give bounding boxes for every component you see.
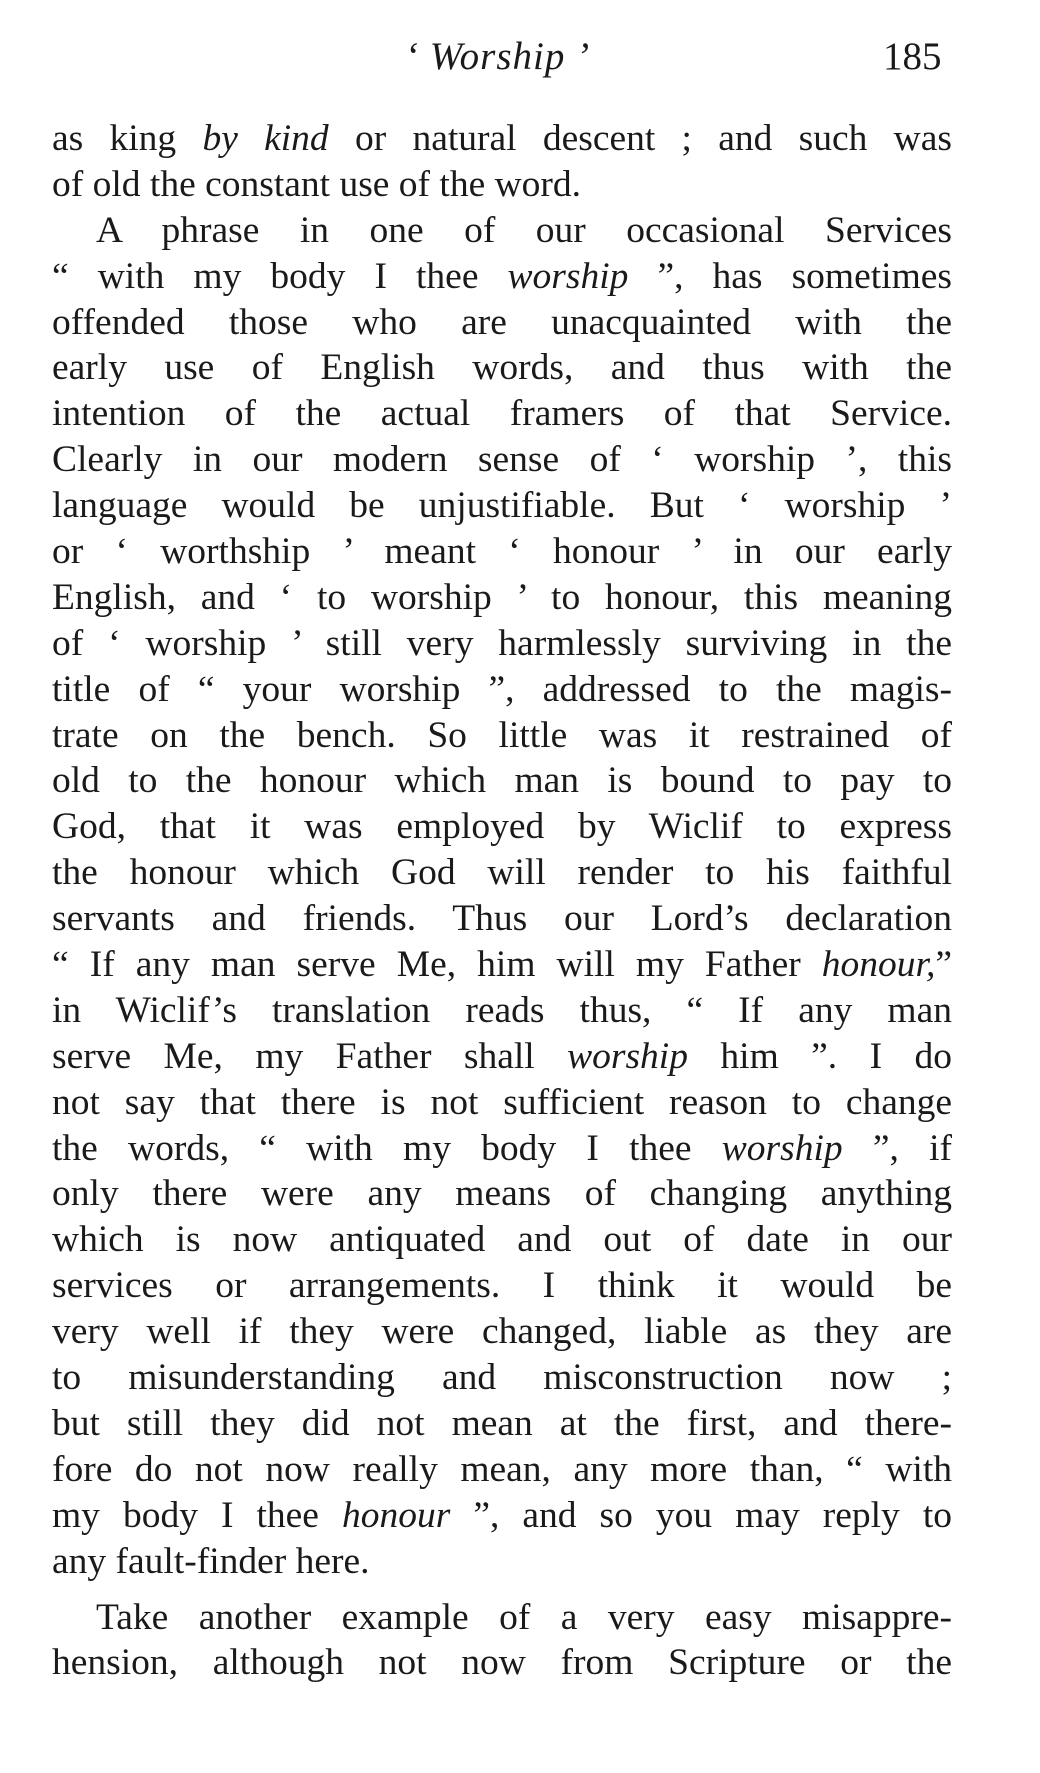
text-segment: as king bbox=[52, 118, 203, 159]
text-segment: old to the honour which man is bound to pay to bbox=[52, 760, 952, 802]
text-line bbox=[52, 988, 952, 1034]
text-line bbox=[52, 1539, 952, 1585]
text-line bbox=[52, 1126, 952, 1172]
text-line bbox=[52, 483, 952, 529]
italic-word: by kind bbox=[202, 118, 329, 159]
text-segment: language would be unjustifiable. But ‘ worship ’ bbox=[52, 485, 952, 527]
text-segment: but still they did not mean at the first, and there- bbox=[52, 1402, 952, 1444]
text-segment: ”, has sometimes bbox=[628, 255, 952, 297]
text-line bbox=[52, 1217, 952, 1263]
text-line bbox=[52, 1034, 952, 1080]
text-segment: to misunderstanding and misconstruction now ; bbox=[52, 1357, 952, 1399]
text-line bbox=[52, 437, 952, 483]
text-line bbox=[52, 1263, 952, 1309]
text-segment: title of “ your worship ”, addressed to the magis- bbox=[52, 668, 952, 710]
text-segment: the words, “ with my body I thee bbox=[52, 1127, 722, 1169]
text-segment: or ‘ worthship ’ meant ‘ honour ’ in our early bbox=[52, 531, 952, 573]
text-segment: A phrase in one of our occasional Services bbox=[96, 209, 952, 251]
italic-word: worship bbox=[507, 255, 629, 297]
text-segment: Clearly in our modern sense of ‘ worship ’, this bbox=[52, 439, 952, 481]
running-head bbox=[0, 34, 1040, 84]
text-line bbox=[52, 667, 952, 713]
text-line bbox=[52, 1595, 952, 1641]
text-line bbox=[52, 804, 952, 850]
text-line bbox=[52, 345, 952, 391]
italic-word: worship bbox=[721, 1127, 843, 1169]
text-line bbox=[52, 254, 952, 300]
text-segment: my body I thee bbox=[52, 1494, 342, 1536]
text-segment: hension, although not now from Scripture or the bbox=[52, 1642, 952, 1684]
text-segment: English, and ‘ to worship ’ to honour, this meaning bbox=[52, 576, 952, 618]
text-line bbox=[52, 713, 952, 759]
body-text bbox=[52, 116, 952, 1686]
italic-word: honour, bbox=[821, 944, 936, 986]
text-segment: servants and friends. Thus our Lord’s declaration bbox=[52, 898, 952, 940]
text-segment: early use of English words, and thus with the bbox=[52, 347, 952, 389]
text-segment: Take another example of a very easy misappre- bbox=[96, 1596, 952, 1638]
text-segment: very well if they were changed, liable as they are bbox=[52, 1311, 952, 1353]
text-line bbox=[52, 1447, 952, 1493]
text-segment: ” bbox=[935, 944, 952, 986]
text-segment: only there were any means of changing anything bbox=[52, 1173, 952, 1215]
text-segment: trate on the bench. So little was it restrained of bbox=[52, 714, 952, 756]
text-line bbox=[52, 300, 952, 346]
text-line bbox=[52, 208, 952, 254]
text-line bbox=[52, 391, 952, 437]
text-line bbox=[52, 896, 952, 942]
text-line bbox=[52, 942, 952, 988]
text-line bbox=[52, 1355, 952, 1401]
text-segment: ”, and so you may reply to bbox=[450, 1494, 952, 1536]
text-line bbox=[52, 1401, 952, 1447]
italic-word: honour bbox=[341, 1494, 451, 1536]
text-segment: intention of the actual framers of that Service. bbox=[52, 393, 952, 435]
text-segment: of old the constant use of the word. bbox=[52, 163, 582, 205]
text-line bbox=[52, 1309, 952, 1355]
text-line bbox=[52, 1080, 952, 1126]
text-segment: “ If any man serve Me, him will my Father bbox=[52, 944, 822, 986]
text-segment: the honour which God will render to his faithful bbox=[52, 852, 952, 894]
page-number: 185 bbox=[883, 35, 942, 78]
text-segment: any fault-finder here. bbox=[52, 1540, 370, 1582]
text-segment: him ”. I do bbox=[687, 1035, 952, 1077]
text-line bbox=[52, 621, 952, 667]
text-line bbox=[52, 758, 952, 804]
text-segment: in Wiclif’s translation reads thus, “ If any man bbox=[52, 989, 952, 1031]
text-line bbox=[52, 162, 952, 208]
text-segment: which is now antiquated and out of date in our bbox=[52, 1219, 952, 1261]
text-line bbox=[52, 529, 952, 575]
text-segment: God, that it was employed by Wiclif to express bbox=[52, 806, 952, 848]
text-segment: “ with my body I thee bbox=[52, 255, 508, 297]
text-line bbox=[52, 1493, 952, 1539]
text-segment: ”, if bbox=[842, 1127, 952, 1169]
text-segment: of ‘ worship ’ still very harmlessly surviving in the bbox=[52, 622, 952, 664]
paragraph-gap bbox=[52, 1585, 952, 1595]
text-line bbox=[52, 850, 952, 896]
text-segment: services or arrangements. I think it would be bbox=[52, 1265, 952, 1307]
text-line bbox=[52, 116, 952, 162]
text-line bbox=[52, 1640, 952, 1686]
text-segment: fore do not now really mean, any more than, “ with bbox=[52, 1448, 952, 1490]
text-segment: or natural descent ; and such was bbox=[328, 118, 952, 159]
text-segment: offended those who are unacquainted with the bbox=[52, 301, 952, 343]
running-title: ‘ Worship ’ bbox=[405, 35, 591, 78]
text-segment: serve Me, my Father shall bbox=[52, 1035, 568, 1077]
italic-word: worship bbox=[567, 1035, 688, 1077]
text-line bbox=[52, 1171, 952, 1217]
text-line bbox=[52, 575, 952, 621]
text-segment: not say that there is not sufficient reason to change bbox=[52, 1081, 952, 1123]
